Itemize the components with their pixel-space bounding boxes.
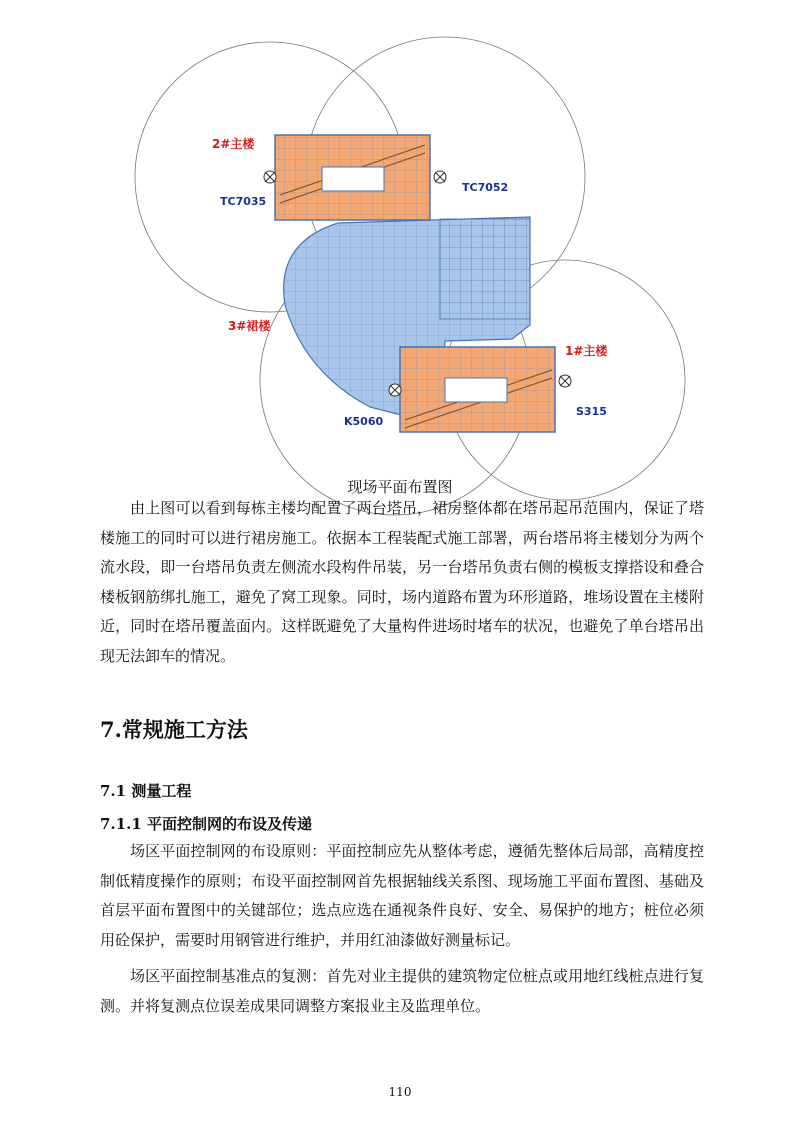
tower-1-core [445,378,507,402]
podium-core [440,219,530,319]
section-heading-7: 7.常规施工方法 [100,717,248,742]
label-tower-2: 2#主楼 [212,137,255,151]
tower-2-core [322,167,384,191]
label-tower-1: 1#主楼 [565,344,608,358]
label-crane-k5060: K5060 [344,415,384,428]
paragraph-control-network-principles: 场区平面控制网的布设原则：平面控制应先从整体考虑，遵循先整体后局部，高精度控制低精度操作的原则；布设平面控制网首先根据轴线关系图、现场施工平面布置图、基础及首层平面布置图中的关键部位；选点应选在通视条件良好、安全、易保护的地方；桩位必须用砼保护，需要时用钢管进行维护，并用红油漆做好测量标记。 [100,842,704,949]
crane-tc7035-symbol [264,171,276,183]
label-crane-tc7035: TC7035 [220,195,267,208]
label-crane-s315: S315 [576,405,607,418]
crane-tc7052-symbol [434,171,446,183]
page-number: 110 [388,1085,412,1099]
label-crane-tc7052: TC7052 [462,181,509,194]
label-podium-3: 3#裙楼 [228,319,271,333]
site-plan-drawing [212,115,608,445]
figure-caption: 现场平面布置图 [347,478,453,496]
subsection-heading-7-1: 7.1 测量工程 [100,782,192,800]
site-layout-figure [212,115,608,445]
subsection-heading-7-1-1: 7.1.1 平面控制网的布设及传递 [100,815,312,833]
crane-k5060-symbol [389,384,401,396]
paragraph-benchmark-recheck: 场区平面控制基准点的复测：首先对业主提供的建筑物定位桩点或用地红线桩点进行复测。并将复测点位误差成果同调整方案报业主及监理单位。 [100,967,704,1015]
paragraph-figure-explanation: 由上图可以看到每栋主楼均配置了两台塔吊，裙房整体都在塔吊起吊范围内，保证了塔楼施工的同时可以进行裙房施工。依据本工程装配式施工部署，两台塔吊将主楼划分为两个流水段，即一台塔吊负责左侧流水段构件吊装，另一台塔吊负责右侧的模板支撑搭设和叠合楼板钢筋绑扎施工，避免了窝工现象。同时，场内道路布置为环形道路，堆场设置在主楼附近，同时在塔吊覆盖面内。这样既避免了大量构件进场时堵车的状况，也避免了单台塔吊出现无法卸车的情况。 [100,499,704,665]
crane-s315-symbol [559,375,571,387]
